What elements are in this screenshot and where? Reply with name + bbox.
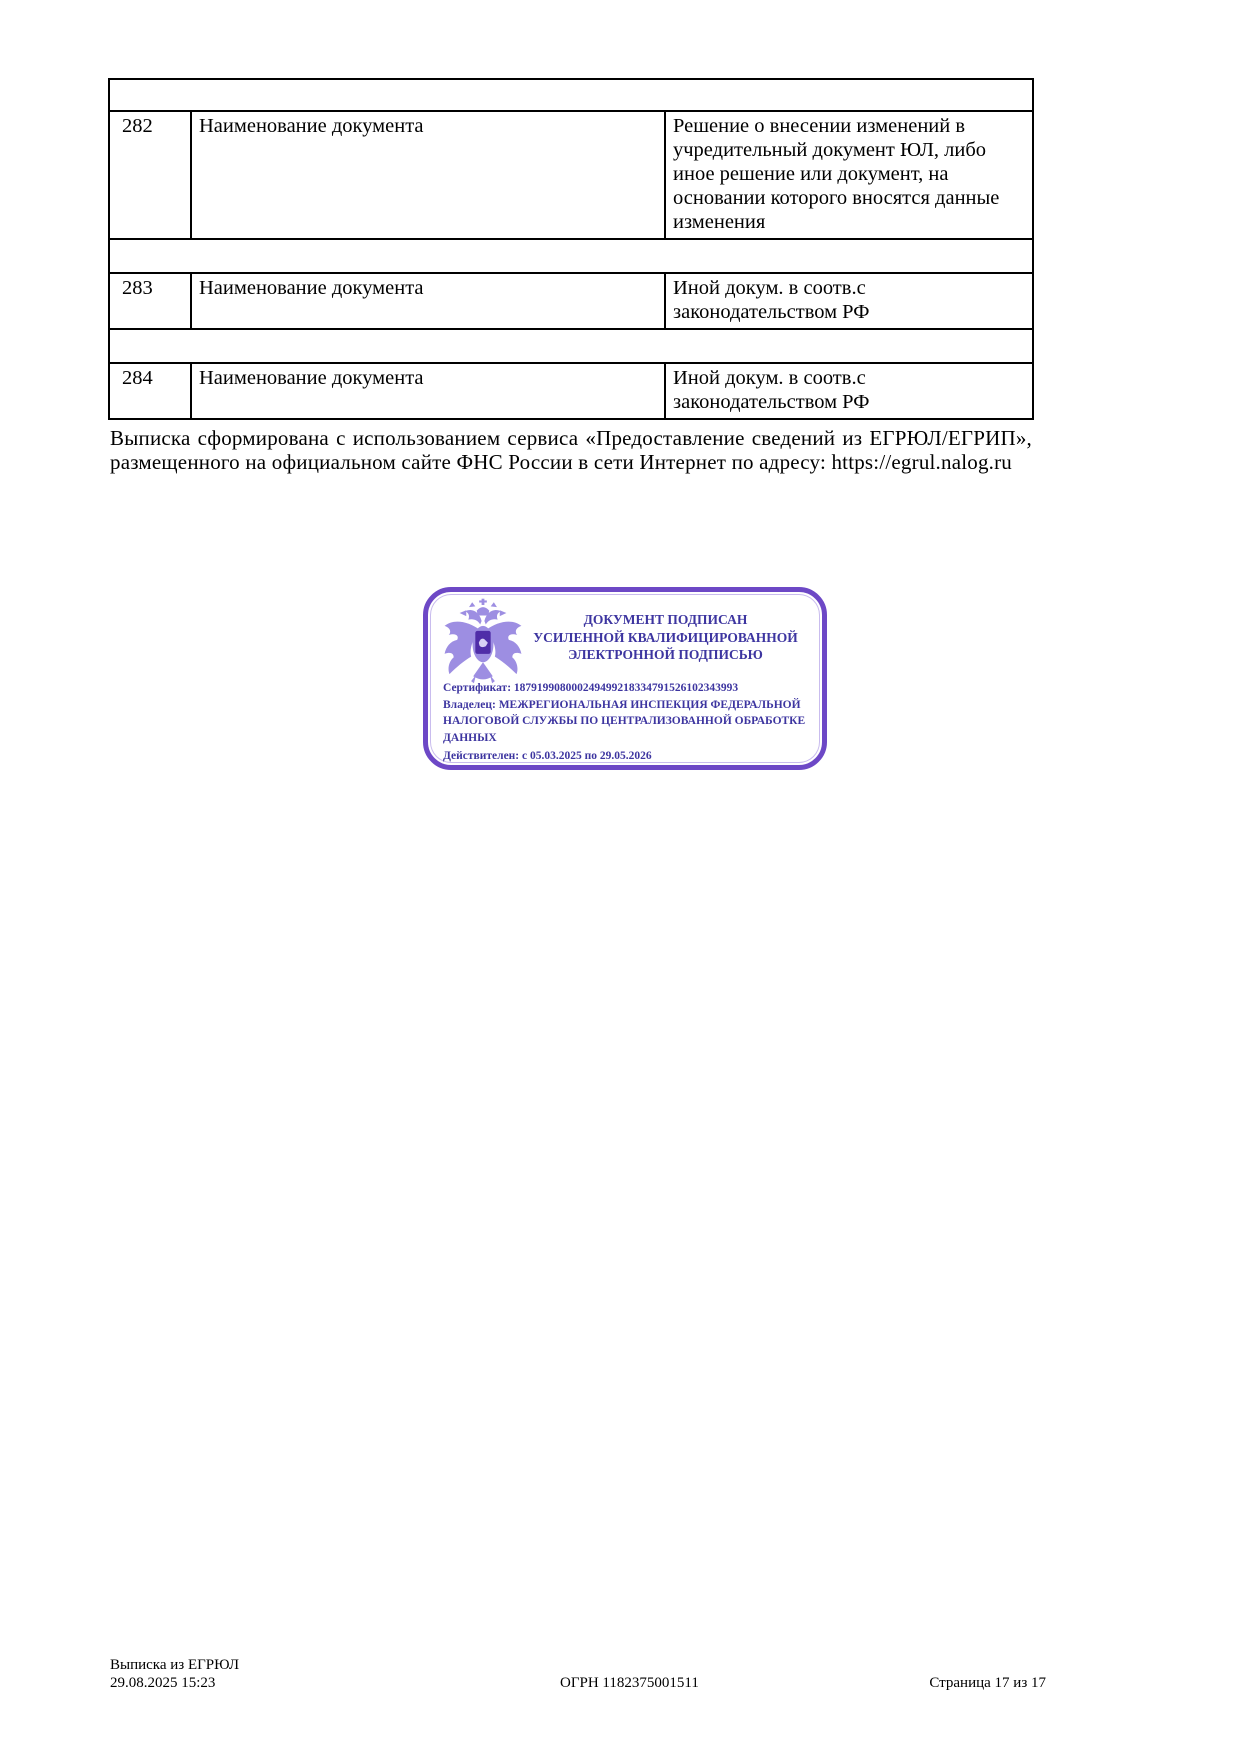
footer-generated-datetime: 29.08.2025 15:23 <box>110 1675 216 1691</box>
validity-line <box>443 748 810 765</box>
footer-page-number: Страница 17 из 17 <box>929 1675 1046 1691</box>
stamp-title-line: ЭЛЕКТРОННОЙ ПОДПИСЬЮ <box>568 647 763 662</box>
page-footer <box>110 1656 1046 1696</box>
row-value: Иной докум. в соотв.с законодательством РФ <box>665 363 1033 419</box>
row-number: 284 <box>109 363 191 419</box>
owner-value: МЕЖРЕГИОНАЛЬНАЯ ИНСПЕКЦИЯ ФЕДЕРАЛЬНОЙ НАЛОГОВОЙ СЛУЖБЫ ПО ЦЕНТРАЛИЗОВАННОЙ ОБРАБОТКЕ ДАННЫХ <box>443 698 806 744</box>
service-note: Выписка сформирована с использованием сервиса «Предоставление сведений из ЕГРЮЛ/ЕГРИП», размещенного на официальном сайте ФНС России в сети Интернет по адресу: https://egrul.nalog.ru <box>110 426 1032 474</box>
footer-left <box>110 1656 239 1692</box>
footer-ogrn: ОГРН 1182375001511 <box>560 1675 699 1691</box>
row-label: Наименование документа <box>191 273 665 329</box>
stamp-title <box>525 598 810 686</box>
owner-label: Владелец: <box>443 698 496 711</box>
stamp-details <box>428 680 822 765</box>
row-value: Иной докум. в соотв.с законодательством РФ <box>665 273 1033 329</box>
row-value: Решение о внесении изменений в учредительный документ ЮЛ, либо иное решение или документ, на основании которого вносятся данные изменения <box>665 111 1033 239</box>
row-number: 282 <box>109 111 191 239</box>
footer-doc-type: Выписка из ЕГРЮЛ <box>110 1657 239 1673</box>
stamp-header <box>428 592 822 686</box>
table-spacer-row <box>109 329 1033 363</box>
row-number: 283 <box>109 273 191 329</box>
stamp-title-line: УСИЛЕННОЙ КВАЛИФИЦИРОВАННОЙ <box>533 629 798 645</box>
empty-cell <box>109 329 1033 363</box>
digital-signature-stamp <box>423 587 827 770</box>
empty-cell <box>109 79 1033 111</box>
stamp-title-line: ДОКУМЕНТ ПОДПИСАН <box>583 612 748 627</box>
row-label: Наименование документа <box>191 363 665 419</box>
table-row <box>109 111 1033 239</box>
coat-of-arms-eagle-icon <box>441 598 525 686</box>
table-spacer-row <box>109 79 1033 111</box>
table-spacer-row <box>109 239 1033 273</box>
validity-value: с 05.03.2025 по 29.05.2026 <box>522 750 652 762</box>
certificate-value: 187919908000249499218334791526102343993 <box>513 682 739 694</box>
empty-cell <box>109 239 1033 273</box>
row-label: Наименование документа <box>191 111 665 239</box>
documents-table <box>108 78 1034 420</box>
certificate-label: Сертификат: <box>443 682 512 694</box>
table-row <box>109 363 1033 419</box>
validity-label: Действителен: <box>443 750 520 762</box>
table-row <box>109 273 1033 329</box>
owner-line <box>443 697 810 747</box>
